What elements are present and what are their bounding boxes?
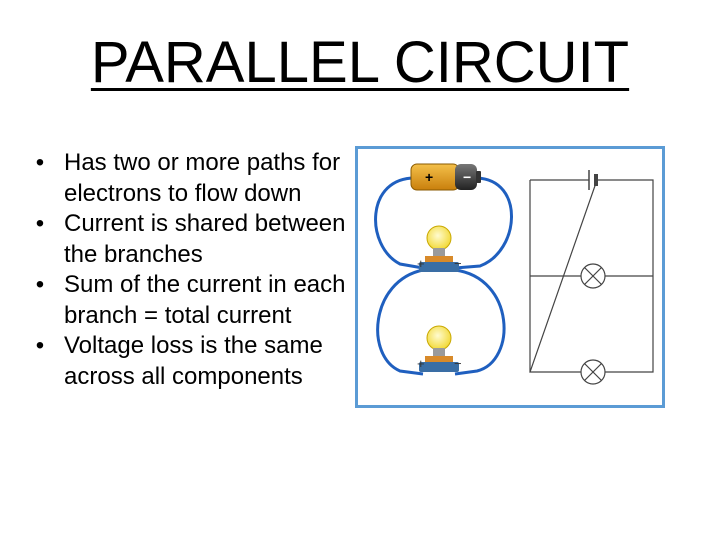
- battery-plus-label: +: [425, 169, 434, 185]
- schematic-lamp-2: [581, 360, 605, 384]
- bullet-item: [28, 209, 348, 270]
- bullet-item: [28, 331, 348, 392]
- parallel-circuit-diagram: [355, 146, 665, 408]
- bullet-dot: •: [35, 271, 45, 298]
- bullet-dot: •: [35, 332, 45, 359]
- bulb-1-minus-label: −: [454, 256, 462, 271]
- bullet-text: Current is shared between the branches: [64, 210, 346, 268]
- bullet-text: Sum of the current in each branch = total current: [64, 271, 346, 329]
- battery: [411, 164, 481, 190]
- bulb-1-plus-label: +: [417, 256, 425, 271]
- battery-minus-label: −: [463, 169, 472, 185]
- bulb-2-minus-label: −: [454, 356, 462, 371]
- bullet-item: [28, 148, 348, 209]
- bullet-dot: •: [35, 210, 45, 237]
- bullet-dot: •: [35, 149, 45, 176]
- bullet-item: [28, 270, 348, 331]
- slide-title-text: PARALLEL CIRCUIT: [90, 30, 630, 95]
- slide-title: [0, 28, 720, 98]
- bullet-text: Has two or more paths for electrons to flow down: [64, 149, 341, 207]
- bullet-list: [28, 148, 348, 392]
- bullet-text: Voltage loss is the same across all components: [64, 332, 323, 390]
- schematic-lamp-1: [581, 264, 605, 288]
- bulb-2-plus-label: +: [417, 356, 425, 371]
